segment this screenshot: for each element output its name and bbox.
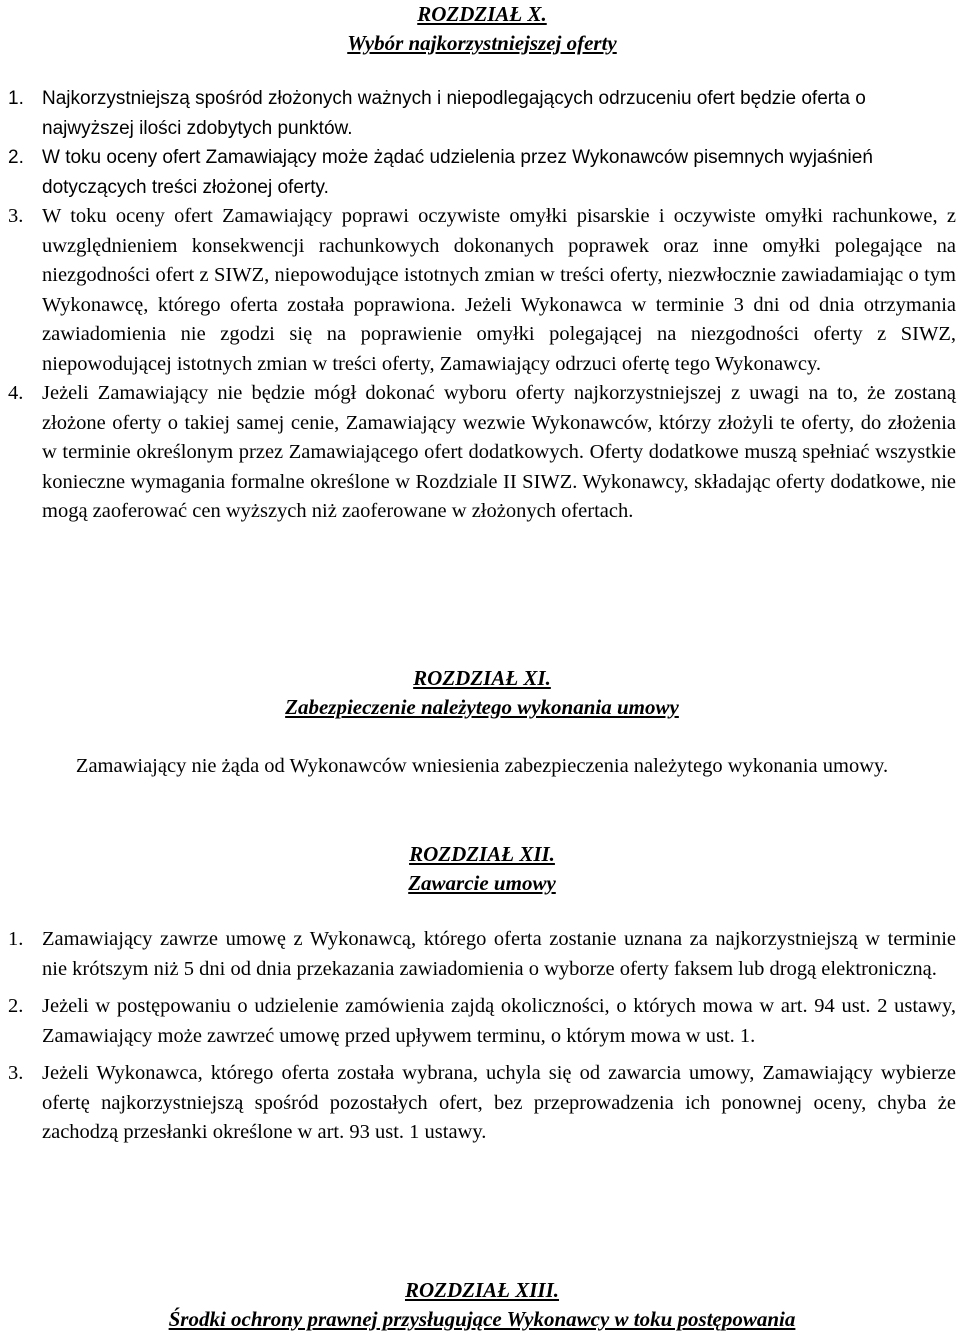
chapter-10-heading xyxy=(8,0,956,58)
item-text: Jeżeli Wykonawca, którego oferta została wybrana, uchyla się od zawarcia umowy, Zamawiający wybierze ofertę najkorzystniejszą spośród pozostałych ofert, bez przeprowadzenia ich ponownej oceny, chyba że zachodzą przesłanki określone w art. 93 ust. 1 ustawy. xyxy=(42,1062,956,1143)
chapter-13-heading xyxy=(8,1276,956,1334)
chapter-13-title: ROZDZIAŁ XIII. xyxy=(404,1278,560,1302)
list-item xyxy=(8,379,956,527)
item-number: 4. xyxy=(8,382,24,404)
item-number: 3. xyxy=(8,1062,24,1084)
chapter-11-subtitle: Zabezpieczenie należytego wykonania umowy xyxy=(285,695,679,719)
list-item xyxy=(8,143,956,202)
chapter-10-subtitle: Wybór najkorzystniejszej oferty xyxy=(347,31,617,55)
chapter-13-subtitle: Środki ochrony prawnej przysługujące Wykonawcy w toku postępowania xyxy=(168,1307,796,1331)
list-item xyxy=(8,84,956,143)
chapter-12-subtitle: Zawarcie umowy xyxy=(408,871,556,895)
item-text: W toku oceny ofert Zamawiający może żądać udzielenia przez Wykonawców pisemnych wyjaśnień dotyczących treści złożonej oferty. xyxy=(42,147,873,198)
list-item xyxy=(8,202,956,379)
chapter-11-paragraph: Zamawiający nie żąda od Wykonawców wniesienia zabezpieczenia należytego wykonania umowy. xyxy=(75,755,889,777)
item-number: 2. xyxy=(8,995,24,1017)
item-text: Jeżeli Zamawiający nie będzie mógł dokonać wyboru oferty najkorzystniejszej z uwagi na to, że zostaną złożone oferty o takiej samej cenie, Zamawiający wezwie Wykonawców, którzy złożyli te oferty, do złożenia w terminie określonym przez Zamawiającego ofert dodatkowych. Oferty dodatkowe muszą spełniać wszystkie konieczne wymagania formalne określone w Rozdziale II SIWZ. Wykonawcy, składając oferty dodatkowe, nie mogą zaoferować cen wyższych niż zaoferowane w złożonych ofertach. xyxy=(42,382,956,522)
list-item xyxy=(8,925,956,984)
chapter-11-title: ROZDZIAŁ XI. xyxy=(413,666,551,690)
item-number: 1. xyxy=(8,88,24,109)
chapter-12-heading xyxy=(8,840,956,898)
item-text: Najkorzystniejszą spośród złożonych ważnych i niepodlegających odrzuceniu ofert będzie oferta o najwyższej ilości zdobytych punktów. xyxy=(42,88,866,139)
item-number: 2. xyxy=(8,147,24,168)
item-number: 3. xyxy=(8,205,24,227)
chapter-12-list xyxy=(8,925,956,1148)
item-text: W toku oceny ofert Zamawiający poprawi oczywiste omyłki pisarskie i oczywiste omyłki rachunkowe, z uwzględnieniem konsekwencji rachunkowych dokonanych poprawek oraz inne omyłki polegające na niezgodności ofert z SIWZ, niepowodujące istotnych zmian w treści oferty, niezwłocznie zawiadamiając o tym Wykonawcę, którego oferta została poprawiona. Jeżeli Wykonawca w terminie 3 dni od dnia otrzymania zawiadomienia nie zgodzi się na poprawienie omyłki polegającej na niezgodności oferty z SIWZ, niepowodującej istotnych zmian w treści oferty, Zamawiający odrzuci ofertę tego Wykonawcy. xyxy=(42,205,956,375)
chapter-12-title: ROZDZIAŁ XII. xyxy=(409,842,555,866)
chapter-11-heading xyxy=(8,664,956,722)
item-text: Zamawiający zawrze umowę z Wykonawcą, którego oferta zostanie uznana za najkorzystniejszą w terminie nie krótszym niż 5 dni od dnia przekazania zawiadomienia o wyborze oferty faksem lub drogą elektroniczną. xyxy=(42,928,956,980)
chapter-10-title: ROZDZIAŁ X. xyxy=(417,2,547,26)
list-item xyxy=(8,1059,956,1148)
list-item xyxy=(8,992,956,1051)
item-text: Jeżeli w postępowaniu o udzielenie zamówienia zajdą okoliczności, o których mowa w art. 94 ust. 2 ustawy, Zamawiający może zawrzeć umowę przed upływem terminu, o którym mowa w ust. 1. xyxy=(42,995,956,1047)
item-number: 1. xyxy=(8,928,24,950)
chapter-10-list xyxy=(8,84,956,527)
